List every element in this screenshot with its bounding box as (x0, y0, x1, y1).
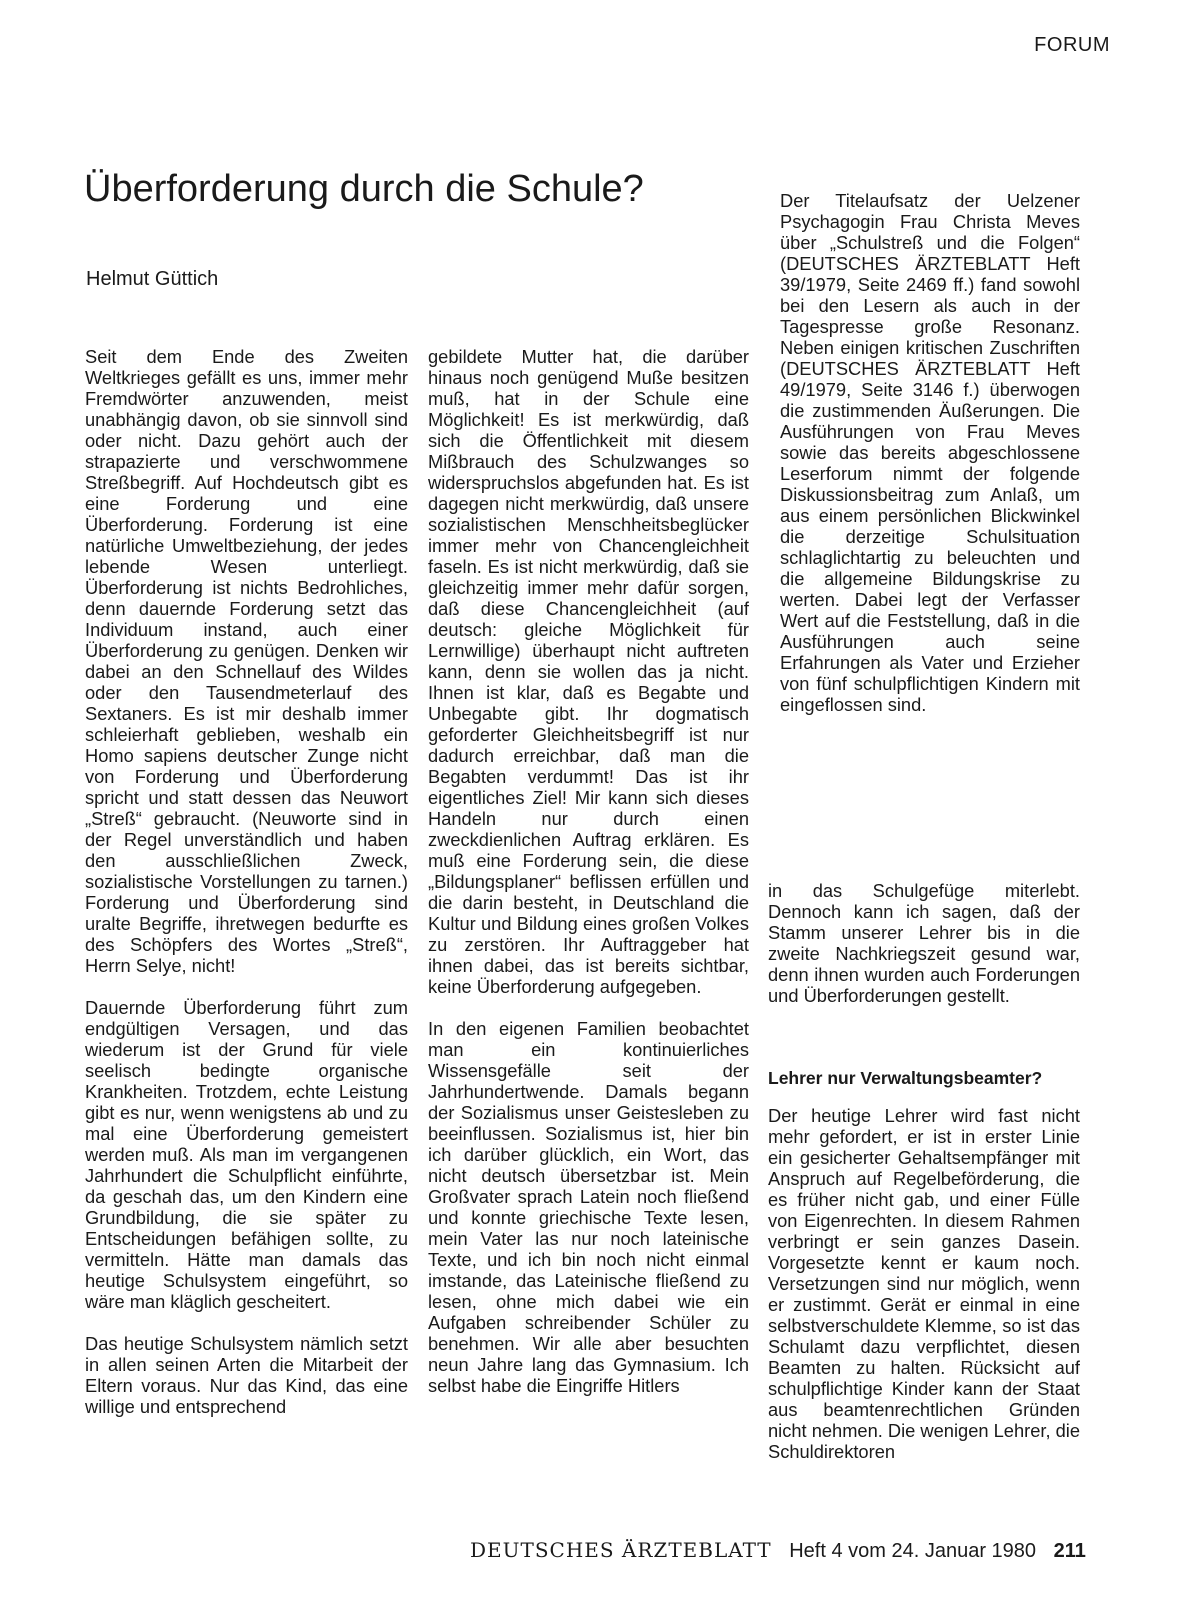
page-footer (470, 1538, 1086, 1563)
body-paragraph: Das heutige Schulsystem nämlich setzt in allen seinen Arten die Mitarbeit der Eltern voraus. Nur das Kind, das eine willige und entsprechend (85, 1333, 408, 1417)
issue-info: Heft 4 vom 24. Januar 1980 (789, 1540, 1037, 1562)
body-paragraph: In den eigenen Familien beobachtet man ein kontinuierliches Wissensgefälle seit der Jahrhundertwende. Damals begann der Sozialismus unser Geistesleben zu beeinflussen. Sozialismus ist, hier bin ich darüber glücklich, ein Wort, das nicht deutsch übersetzbar ist. Mein Großvater sprach Latein noch fließend und konnte griechische Texte lesen, mein Vater las nur noch lateinische Texte, und ich bin noch nicht einmal imstande, das Lateinische fließend zu lesen, ohne mich dabei wie ein Aufgaben schreibender Schüler zu benehmen. Wir alle aber besuchten neun Jahre lang das Gymnasium. Ich selbst habe die Eingriffe Hitlers (428, 1018, 749, 1396)
subheading: Lehrer nur Verwaltungsbeamter? (768, 1068, 1043, 1088)
column-3-bottom (768, 1105, 1080, 1462)
article-author: Helmut Güttich (86, 268, 219, 290)
column-3-top (768, 880, 1080, 1006)
body-paragraph: gebildete Mutter hat, die darüber hinaus noch genügend Muße besitzen muß, hat in der Schule eine Möglichkeit! Es ist merkwürdig, daß sich die Öffentlichkeit mit diesem Mißbrauch des Schulzwanges so widerspruchslos abgefunden hat. Es ist dagegen nicht merkwürdig, daß unsere sozialistischen Menschheitsbeglücker immer mehr von Chancengleichheit faseln. Es ist nicht merkwürdig, daß sie gleichzeitig immer mehr dafür sorgen, daß diese Chancengleichheit (auf deutsch: gleiche Möglichkeit für Lernwillige) überhaupt nicht auftreten kann, denn sie wollen das ja nicht. Ihnen ist klar, daß es Begabte und Unbegabte gibt. Ihr dogmatisch geforderter Gleichheitsbegriff ist nur dadurch erreichbar, daß man die Begabten verdummt! Das ist ihr eigentliches Ziel! Mir kann sich dieses Handeln nur durch einen zweckdienlichen Auftrag erklären. Es muß eine Forderung sein, die diese „Bildungsplaner“ beflissen erfüllen und die darin besteht, in Deutschland die Kultur und Bildung eines großen Volkes zu zerstören. Ihr Auftraggeber hat ihnen dabei, das ist bereits sichtbar, keine Überforderung aufgegeben. (428, 346, 749, 997)
page-number: 211 (1053, 1540, 1086, 1562)
intro-paragraph: Der Titelaufsatz der Uelzener Psychagogin Frau Christa Meves über „Schulstreß und die Folgen“ (DEUTSCHES ÄRZTEBLATT Heft 39/1979, Seite 2469 ff.) fand sowohl bei den Lesern als auch in der Tagespresse große Resonanz. Neben einigen kritischen Zuschriften (DEUTSCHES ÄRZTEBLATT Heft 49/1979, Seite 3146 f.) überwogen die zustimmenden Äußerungen. Die Ausführungen von Frau Meves sowie das bereits abgeschlossene Leserforum nimmt der folgende Diskussionsbeitrag zum Anlaß, um aus einem persönlichen Blickwinkel die derzeitige Schulsituation schlaglichtartig zu beleuchten und die allgemeine Bildungskrise zu werten. Dabei legt der Verfasser Wert auf die Feststellung, daß in die Ausführungen auch seine Erfahrungen als Vater und Erzieher von fünf schulpflichtigen Kindern mit eingeflossen sind. (780, 190, 1080, 715)
column-1 (85, 346, 408, 1417)
journal-name: DEUTSCHES ÄRZTEBLATT (470, 1538, 772, 1562)
body-paragraph: in das Schulgefüge miterlebt. Dennoch kann ich sagen, daß der Stamm unserer Lehrer bis in die zweite Nachkriegszeit gesund war, denn ihnen wurden auch Forderungen und Überforderungen gestellt. (768, 880, 1080, 1006)
section-label: FORUM (1034, 34, 1110, 56)
body-paragraph: Seit dem Ende des Zweiten Weltkrieges gefällt es uns, immer mehr Fremdwörter anzuwenden, meist unabhängig davon, ob sie sinnvoll sind oder nicht. Dazu gehört auch der strapazierte und verschwommene Streßbegriff. Auf Hochdeutsch gibt es eine Forderung und eine Überforderung. Forderung ist eine natürliche Umweltbeziehung, der jedes lebende Wesen unterliegt. Überforderung ist nichts Bedrohliches, denn dauernde Forderung setzt das Individuum instand, auch einer Überforderung zu genügen. Denken wir dabei an den Schnellauf des Wildes oder den Tausendmeterlauf des Sextaners. Es ist mir deshalb immer schleierhaft geblieben, weshalb ein Homo sapiens deutscher Zunge nicht von Forderung und Überforderung spricht und statt dessen das Neuwort „Streß“ gebraucht. (Neuworte sind in der Regel unverständlich und haben den ausschließlichen Zweck, sozialistische Vorstellungen zu tarnen.) Forderung und Überforderung sind uralte Begriffe, ihretwegen bedurfte es des Schöpfers des Wortes „Streß“, Herrn Selye, nicht! (85, 346, 408, 976)
body-paragraph: Dauernde Überforderung führt zum endgültigen Versagen, und das wiederum ist der Grund für viele seelisch bedingte organische Krankheiten. Trotzdem, echte Leistung gibt es nur, wenn wenigstens ab und zu mal eine Überforderung gemeistert werden muß. Als man im vergangenen Jahrhundert die Schulpflicht einführte, da geschah das, um den Kindern eine Grundbildung, die sie später zu Entscheidungen befähigen sollte, zu vermitteln. Hätte man damals das heutige Schulsystem eingeführt, so wäre man kläglich gescheitert. (85, 997, 408, 1312)
body-paragraph: Der heutige Lehrer wird fast nicht mehr gefordert, er ist in erster Linie ein gesicherter Gehaltsempfänger mit Anspruch auf Regelbeförderung, die es früher nicht gab, und einer Fülle von Eigenrechten. In diesem Rahmen verbringt er sein ganzes Dasein. Vorgesetzte kennt er kaum noch. Versetzungen sind nur möglich, wenn er zustimmt. Gerät er einmal in eine selbstverschuldete Klemme, so ist das Schulamt dazu verpflichtet, diesen Beamten zu halten. Rücksicht auf schulpflichtige Kinder kann der Staat aus beamtenrechtlichen Gründen nicht nehmen. Die wenigen Lehrer, die Schuldirektoren (768, 1105, 1080, 1462)
article-title: Überforderung durch die Schule? (84, 168, 644, 210)
column-2 (428, 346, 749, 1396)
article-intro (780, 190, 1080, 715)
